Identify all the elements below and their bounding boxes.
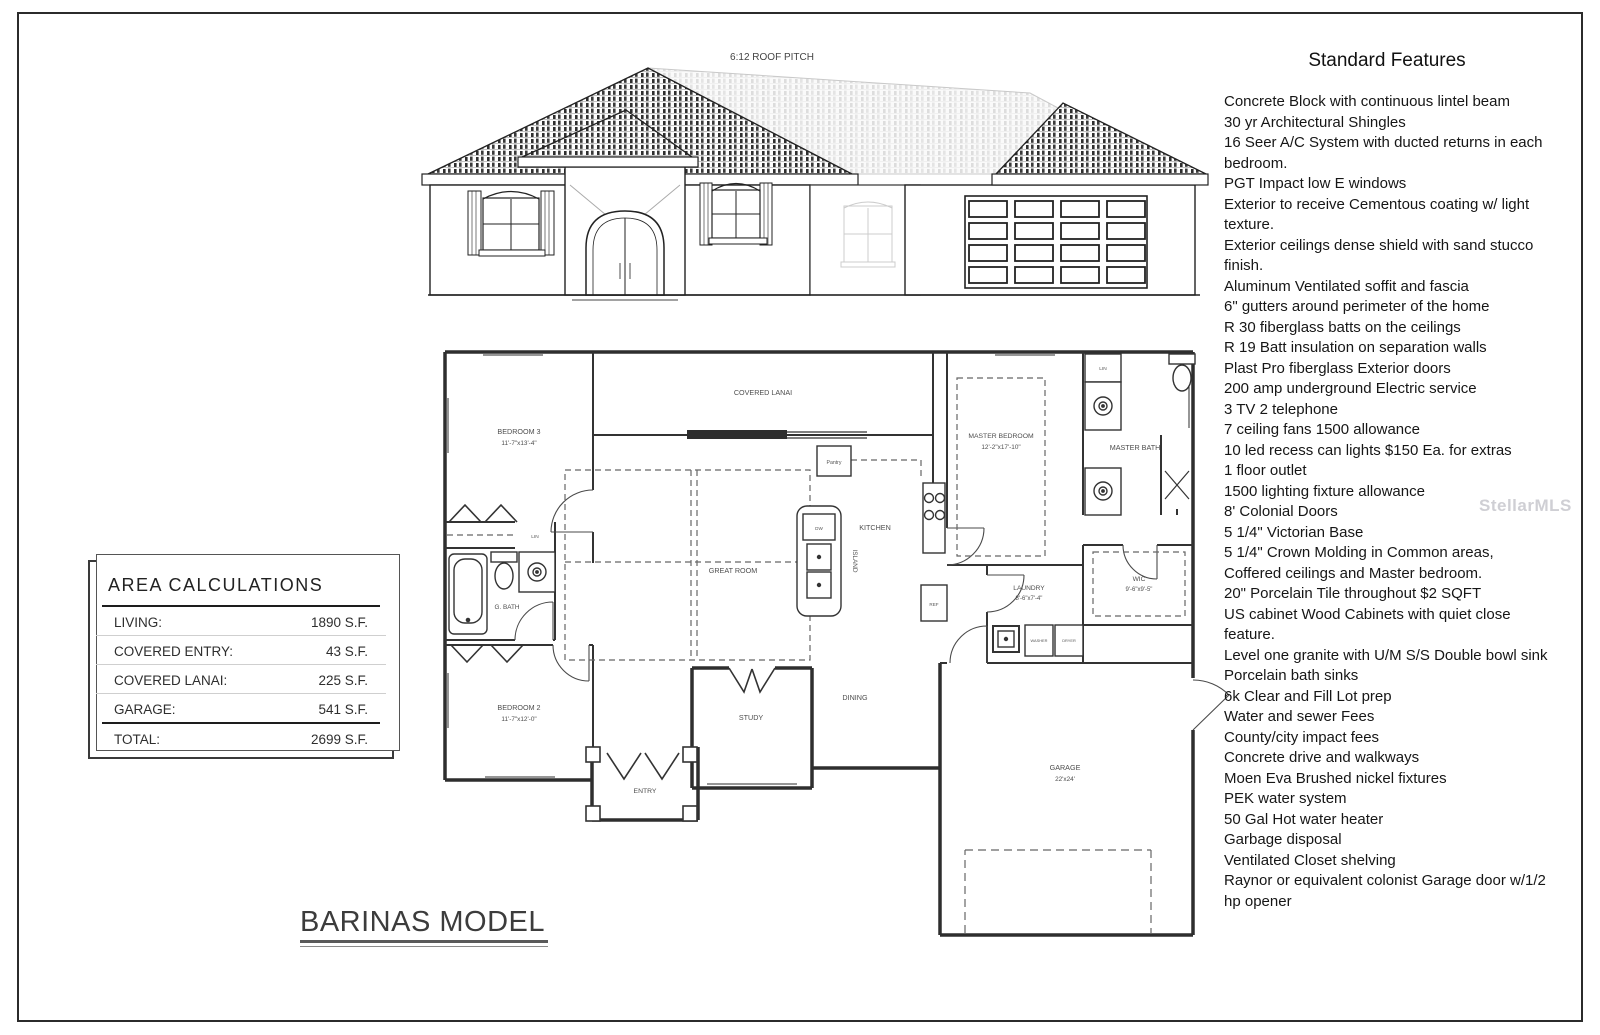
feature-item: Porcelain bath sinks	[1224, 667, 1359, 684]
area-row	[96, 607, 386, 636]
feature-item: R 30 fiberglass batts on the ceilings	[1224, 318, 1461, 336]
feature-item: PEK water system	[1224, 790, 1347, 807]
window-right	[700, 183, 772, 245]
floor-plan-drawing	[435, 338, 1235, 948]
room-label-kitchen: KITCHEN	[859, 523, 891, 532]
feature-item: Concrete Block with continuous lintel beam	[1224, 93, 1510, 110]
entry-piers	[586, 747, 697, 821]
feature-item: County/city impact fees	[1224, 728, 1380, 746]
area-row-value: 541 S.F.	[318, 702, 368, 717]
area-total-row	[96, 724, 386, 757]
roof-pitch-label: 6:12 ROOF PITCH	[730, 52, 814, 63]
room-label-study: STUDY	[738, 713, 764, 722]
area-row	[96, 694, 386, 722]
room-dims-wic: 9'-6"x9'-5"	[1125, 587, 1153, 593]
feature-item: Plast Pro fiberglass Exterior doors	[1224, 359, 1451, 377]
feature-item: 6" gutters around perimeter of the home	[1224, 298, 1490, 315]
area-row-label: GARAGE:	[114, 702, 176, 717]
room-dims-bedroom3: 11'-7"x13'-4"	[501, 440, 537, 447]
feature-item: 16 Seer A/C System with ducted returns in each bedroom.	[1224, 134, 1543, 172]
feature-item: 3 TV 2 telephone	[1224, 400, 1338, 418]
label-pantry: Pantry	[826, 460, 842, 466]
watermark: StellarMLS	[1479, 496, 1572, 515]
area-calculations-box	[88, 560, 394, 759]
label-lin-bath: LIN	[1099, 367, 1107, 372]
label-dw: DW	[815, 526, 823, 531]
label-ref: REF	[929, 602, 939, 607]
room-label-master-bedroom: MASTER BEDROOM	[968, 433, 1034, 440]
room-label-covered-lanai: COVERED LANAI	[733, 388, 793, 397]
room-label-great-room: GREAT ROOM	[708, 566, 758, 575]
feature-item: Exterior to receive Cementous coating w/ light texture.	[1224, 195, 1530, 233]
feature-item: 20" Porcelain Tile throughout $2 SQFT	[1224, 585, 1482, 602]
window-left	[468, 191, 554, 256]
master-bath-fixtures	[1085, 354, 1195, 515]
area-row-value: 225 S.F.	[318, 673, 368, 688]
area-calculations-title: AREA CALCULATIONS	[108, 575, 324, 595]
area-row-value: 1890 S.F.	[310, 615, 368, 630]
label-island: ISLAND	[851, 549, 858, 573]
room-label-bedroom3: BEDROOM 3	[497, 427, 541, 436]
feature-item: Ventilated Closet shelving	[1224, 851, 1396, 869]
label-dryer: DRYER	[1062, 638, 1076, 643]
room-label-entry: ENTRY	[633, 788, 657, 795]
feature-item: Raynor or equivalent colonist Garage door w/1/2 hp opener	[1224, 872, 1546, 910]
room-label-master-bath: MASTER BATH	[1109, 443, 1161, 452]
model-title-block	[300, 906, 548, 947]
room-label-garage: GARAGE	[1049, 763, 1081, 772]
feature-item: PGT Impact low E windows	[1224, 175, 1407, 192]
area-row-label: COVERED ENTRY:	[114, 644, 234, 659]
area-total-value: 2699 S.F.	[310, 732, 368, 747]
room-dims-master-bedroom: 12'-2"x17'-10"	[981, 444, 1021, 451]
standard-features-title: Standard Features	[1308, 50, 1466, 71]
kitchen-fixtures	[797, 446, 947, 621]
room-label-bedroom2: BEDROOM 2	[497, 703, 541, 712]
garage-door	[965, 196, 1147, 288]
feature-item: 8' Colonial Doors	[1224, 503, 1338, 520]
room-label-dining: DINING	[842, 693, 868, 702]
feature-item: Exterior ceilings dense shield with sand stucco finish.	[1224, 236, 1534, 274]
bath-fixtures	[449, 552, 555, 634]
label-lin-hall: LIN	[531, 535, 539, 540]
feature-item: Moen Eva Brushed nickel fixtures	[1224, 769, 1447, 787]
feature-item: Level one granite with U/M S/S Double bowl sink	[1224, 646, 1548, 664]
model-underline	[300, 940, 548, 947]
feature-item: 50 Gal Hot water heater	[1224, 810, 1384, 828]
label-washer: WASHER	[1030, 638, 1048, 643]
feature-item: 5 1/4" Victorian Base	[1224, 523, 1364, 541]
feature-item: 10 led recess can lights $150 Ea. for extras	[1224, 441, 1512, 459]
area-calculations-rows	[90, 607, 392, 722]
area-row-value: 43 S.F.	[325, 644, 368, 659]
standard-features-panel	[1224, 50, 1550, 912]
area-row	[96, 665, 386, 694]
model-name: BARINAS MODEL	[300, 906, 545, 938]
room-dims-garage: 22'x24'	[1055, 776, 1075, 783]
feature-item: Water and sewer Fees	[1224, 708, 1375, 725]
elevation-drawing	[420, 48, 1210, 308]
feature-item: 5 1/4" Crown Molding in Common areas, Coffered ceilings and Master bedroom.	[1224, 544, 1494, 582]
feature-item: 30 yr Architectural Shingles	[1224, 113, 1406, 131]
area-total-label: TOTAL:	[114, 732, 161, 747]
area-row-label: LIVING:	[114, 615, 163, 630]
area-row	[96, 636, 386, 665]
feature-item: 7 ceiling fans 1500 allowance	[1224, 421, 1420, 438]
room-label-wic: WIC	[1132, 576, 1146, 583]
feature-item: Concrete drive and walkways	[1224, 749, 1420, 766]
feature-item: Garbage disposal	[1224, 831, 1342, 848]
feature-item: 200 amp underground Electric service	[1224, 380, 1477, 397]
area-row-label: COVERED LANAI:	[114, 673, 228, 688]
closet-doors	[449, 505, 775, 779]
feature-item: 1 floor outlet	[1224, 462, 1307, 479]
feature-item: US cabinet Wood Cabinets with quiet close feature.	[1224, 605, 1511, 643]
feature-item: Aluminum Ventilated soffit and fascia	[1224, 277, 1469, 295]
feature-item: 6k Clear and Fill Lot prep	[1224, 687, 1392, 705]
feature-item: R 19 Batt insulation on separation walls	[1224, 339, 1487, 356]
room-dims-bedroom2: 11'-7"x12'-0"	[501, 716, 537, 723]
feature-item: 1500 lighting fixture allowance	[1224, 482, 1425, 500]
room-label-laundry: LAUNDRY	[1013, 585, 1045, 592]
room-dims-laundry: 8'-6"x7'-4"	[1015, 596, 1043, 602]
room-label-g-bath: G. BATH	[494, 604, 520, 611]
